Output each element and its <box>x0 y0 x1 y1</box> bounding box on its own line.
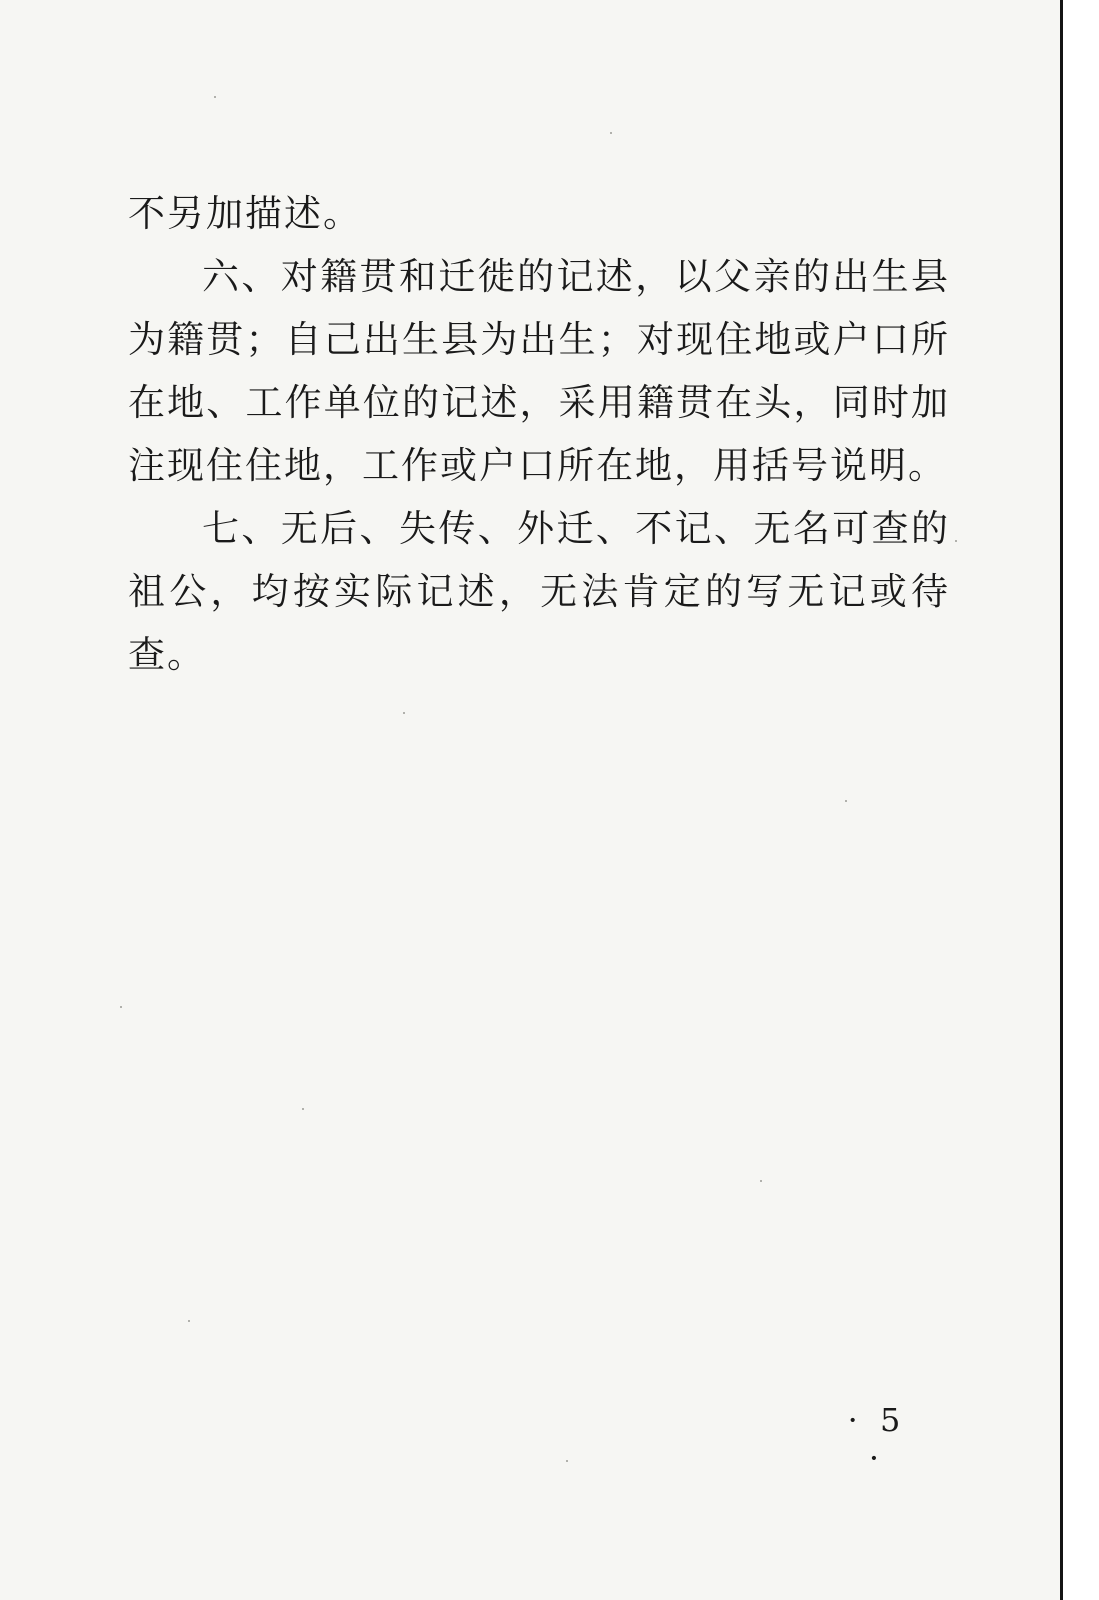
paragraph-item-7: 七、无后、失传、外迁、不记、无名可查的祖公，均按实际记述，无法肯定的写无记或待查。 <box>128 507 950 676</box>
scan-speck <box>845 800 847 802</box>
paragraph-item-6: 六、对籍贯和迁徙的记述，以父亲的出生县为籍贯；自己出生县为出生；对现住地或户口所在地、工作单位的记述，采用籍贯在头，同时加注现住住地，工作或户口所在地，用括号说明。 <box>128 255 950 487</box>
scan-speck <box>302 1108 304 1110</box>
body-text <box>128 182 950 686</box>
paragraph-continuation: 不另加描述。 <box>128 192 362 235</box>
scan-speck <box>120 1006 122 1008</box>
scan-speck <box>214 96 216 98</box>
scan-speck <box>955 540 957 542</box>
scan-speck <box>403 712 405 714</box>
scan-speck <box>610 132 612 134</box>
scan-speck <box>188 1320 190 1322</box>
scanner-edge <box>1060 0 1099 1600</box>
page-number: · 5 · <box>847 1401 907 1477</box>
scan-speck <box>760 1180 762 1182</box>
scan-speck <box>566 1460 568 1462</box>
